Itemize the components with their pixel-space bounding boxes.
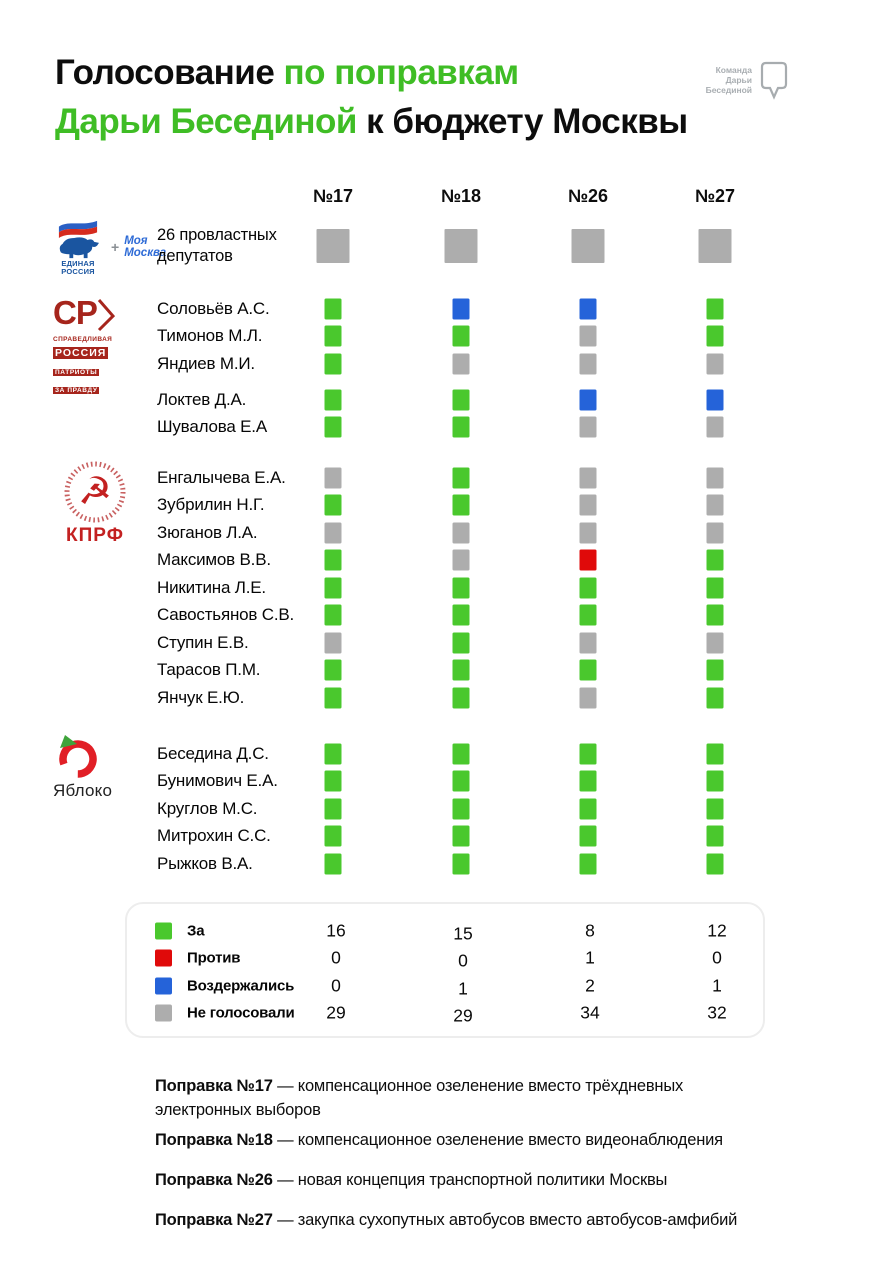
deputy-name: Локтев Д.А. xyxy=(157,389,247,409)
vote-square xyxy=(325,353,342,374)
legend-row-vozderzhalis xyxy=(127,972,763,1000)
vote-square xyxy=(453,389,470,410)
column-header-18: №18 xyxy=(440,186,482,206)
vote-square xyxy=(707,798,724,819)
vote-square xyxy=(453,605,470,626)
vote-square xyxy=(572,229,605,263)
vote-square xyxy=(707,826,724,847)
page-title xyxy=(55,48,688,146)
vote-square xyxy=(707,853,724,874)
legend-label: За xyxy=(187,922,205,940)
table-row xyxy=(0,850,870,878)
table-row xyxy=(0,386,870,414)
vote-square xyxy=(453,550,470,571)
vote-square xyxy=(707,298,724,319)
total-value: 1 xyxy=(585,947,595,968)
legend-label: Не голосовали xyxy=(187,1004,295,1022)
vote-square xyxy=(325,798,342,819)
vote-square xyxy=(707,660,724,681)
team-shield-icon xyxy=(759,60,789,100)
legend-red-icon xyxy=(155,950,172,967)
vote-square xyxy=(325,522,342,543)
footnote-18-text: — компенсационное озеленение вместо видеонаблюдения xyxy=(277,1131,723,1149)
footnote-27-text: — закупка сухопутных автобусов вместо автобусов-амфибий xyxy=(277,1211,738,1229)
vote-square xyxy=(707,467,724,488)
footnote-26-text: — новая концепция транспортной политики Москвы xyxy=(277,1171,668,1189)
vote-square xyxy=(453,495,470,516)
legend-row-ne-golosovali xyxy=(127,1000,763,1028)
team-logo xyxy=(700,60,789,100)
deputy-name: Яндиев М.И. xyxy=(157,353,255,373)
team-line-1: Команда xyxy=(715,65,752,75)
legend-blue-icon xyxy=(155,977,172,994)
plus-sign: + xyxy=(111,239,120,255)
vote-square xyxy=(580,326,597,347)
vote-square xyxy=(580,853,597,874)
deputy-name: Максимов В.В. xyxy=(157,550,271,570)
footnote-27-bold: Поправка №27 xyxy=(155,1211,273,1229)
vote-square xyxy=(325,389,342,410)
vote-square xyxy=(453,353,470,374)
sr-abbr-label: СР xyxy=(53,294,97,331)
kprf-name-label: КПРФ xyxy=(66,525,124,546)
table-row xyxy=(0,464,870,492)
vote-square xyxy=(325,660,342,681)
column-header-17: №17 xyxy=(312,186,354,206)
deputy-name: Рыжков В.А. xyxy=(157,853,253,873)
footnote-26 xyxy=(155,1168,767,1192)
table-row xyxy=(0,519,870,547)
table-row xyxy=(0,657,870,685)
total-value: 0 xyxy=(712,947,722,968)
er-name-2: РОССИЯ xyxy=(61,267,95,276)
sr-line-1: СПРАВЕДЛИВАЯ xyxy=(53,336,113,343)
svg-text:☭: ☭ xyxy=(77,469,113,513)
deputy-name: Беседина Д.С. xyxy=(157,743,269,763)
deputy-name: Митрохин С.С. xyxy=(157,826,271,846)
vote-square xyxy=(453,798,470,819)
total-value: 0 xyxy=(331,975,341,996)
group-yabloko xyxy=(0,740,870,878)
sr-line-3: ПАТРИОТЫ xyxy=(55,369,98,376)
deputy-name: Тимонов М.Л. xyxy=(157,326,263,346)
footnote-26-bold: Поправка №26 xyxy=(155,1171,273,1189)
table-row xyxy=(0,740,870,768)
total-value: 29 xyxy=(326,1002,346,1023)
table-row xyxy=(0,795,870,823)
vote-square xyxy=(453,522,470,543)
vote-square xyxy=(453,632,470,653)
deputy-name: Янчук Е.Ю. xyxy=(157,687,245,707)
vote-square xyxy=(707,389,724,410)
table-row xyxy=(0,629,870,657)
vote-square xyxy=(580,826,597,847)
sr-line-4: ЗА ПРАВДУ xyxy=(55,387,98,394)
vote-square xyxy=(707,353,724,374)
vote-square xyxy=(580,660,597,681)
legend-label: Против xyxy=(187,949,241,967)
table-row xyxy=(0,602,870,630)
footnote-18-bold: Поправка №18 xyxy=(155,1131,273,1149)
vote-square xyxy=(707,417,724,438)
vote-square xyxy=(325,417,342,438)
legend-label: Воздержались xyxy=(187,977,295,995)
deputy-name: Зубрилин Н.Г. xyxy=(157,495,265,515)
vote-square xyxy=(325,605,342,626)
legend-green-icon xyxy=(155,922,172,939)
vote-square xyxy=(453,577,470,598)
total-value: 12 xyxy=(707,920,727,941)
total-value: 16 xyxy=(326,920,346,941)
legend-gray-icon xyxy=(155,1005,172,1022)
vote-square xyxy=(445,229,478,263)
deputy-name: Савостьянов С.В. xyxy=(157,605,295,625)
table-row xyxy=(0,414,870,442)
table-row xyxy=(0,323,870,351)
vote-square xyxy=(453,660,470,681)
footnote-18 xyxy=(155,1128,767,1152)
vote-square xyxy=(453,417,470,438)
vote-square xyxy=(580,743,597,764)
group-sr-b xyxy=(0,386,870,441)
table-row xyxy=(0,492,870,520)
vote-square xyxy=(580,495,597,516)
vote-square xyxy=(580,632,597,653)
vote-square xyxy=(325,771,342,792)
vote-square xyxy=(580,522,597,543)
total-value: 0 xyxy=(331,947,341,968)
deputy-name: Бунимович Е.А. xyxy=(157,771,278,791)
group-sr-a xyxy=(0,295,870,378)
table-row xyxy=(0,295,870,323)
title-green-1: по поправкам xyxy=(283,53,519,92)
deputy-name: Ступин Е.В. xyxy=(157,632,249,652)
total-value: 34 xyxy=(580,1002,600,1023)
title-black-2: к бюджету Москвы xyxy=(366,102,688,141)
vote-square xyxy=(453,298,470,319)
vote-square xyxy=(707,522,724,543)
deputy-name: Шувалова Е.А xyxy=(157,417,267,437)
vote-square xyxy=(453,326,470,347)
team-line-3: Бесединой xyxy=(705,85,752,95)
er-name-1: ЕДИНАЯ xyxy=(61,259,95,268)
total-value: 0 xyxy=(458,950,468,971)
totals-panel xyxy=(125,902,765,1038)
vote-square xyxy=(325,495,342,516)
total-value: 1 xyxy=(458,978,468,999)
table-row xyxy=(0,684,870,712)
vote-square xyxy=(707,687,724,708)
legend-row-protiv xyxy=(127,945,763,973)
vote-square xyxy=(580,577,597,598)
deputy-name: Никитина Л.Е. xyxy=(157,577,266,597)
total-value: 1 xyxy=(712,975,722,996)
table-row-er xyxy=(0,218,870,274)
total-value: 32 xyxy=(707,1002,727,1023)
vote-square xyxy=(325,826,342,847)
deputy-name: Круглов М.С. xyxy=(157,798,258,818)
vote-square xyxy=(707,326,724,347)
vote-square xyxy=(325,467,342,488)
vote-square xyxy=(453,743,470,764)
deputy-name: Тарасов П.М. xyxy=(157,660,261,680)
table-row xyxy=(0,574,870,602)
vote-square xyxy=(453,853,470,874)
er-row-label: 26 провластных депутатов xyxy=(157,226,277,265)
title-green-2: Дарьи Бесединой xyxy=(55,102,357,141)
mm-line-2: Москва xyxy=(124,247,167,259)
vote-square xyxy=(707,495,724,516)
vote-square xyxy=(453,826,470,847)
vote-square xyxy=(325,632,342,653)
vote-square xyxy=(580,467,597,488)
footnote-17 xyxy=(155,1074,767,1122)
vote-square xyxy=(580,550,597,571)
vote-square xyxy=(580,353,597,374)
vote-square xyxy=(580,417,597,438)
column-header-27: №27 xyxy=(694,186,736,206)
vote-square xyxy=(325,550,342,571)
vote-square xyxy=(325,298,342,319)
vote-square xyxy=(707,743,724,764)
total-value: 29 xyxy=(453,1005,473,1026)
vote-square xyxy=(317,229,350,263)
vote-square xyxy=(453,687,470,708)
vote-square xyxy=(325,326,342,347)
footnote-27 xyxy=(155,1208,767,1232)
column-header-26: №26 xyxy=(567,186,609,206)
deputy-name: Соловьёв А.С. xyxy=(157,298,270,318)
total-value: 2 xyxy=(585,975,595,996)
amendment-footnotes xyxy=(155,1074,767,1232)
team-logo-text xyxy=(700,65,752,95)
table-row xyxy=(0,350,870,378)
deputy-name: Зюганов Л.А. xyxy=(157,522,258,542)
vote-square xyxy=(580,389,597,410)
vote-square xyxy=(580,298,597,319)
vote-square xyxy=(325,853,342,874)
vote-square xyxy=(325,577,342,598)
vote-square xyxy=(580,687,597,708)
vote-square xyxy=(453,467,470,488)
title-black-1: Голосование xyxy=(55,53,275,92)
sr-line-2: РОССИЯ xyxy=(55,347,107,359)
vote-square xyxy=(325,743,342,764)
table-row xyxy=(0,547,870,575)
vote-square xyxy=(707,605,724,626)
vote-square xyxy=(580,605,597,626)
vote-square xyxy=(580,798,597,819)
vote-square xyxy=(707,771,724,792)
team-line-2: Дарьи xyxy=(725,75,752,85)
mm-line-1: Моя xyxy=(124,235,148,247)
vote-square xyxy=(699,229,732,263)
vote-square xyxy=(707,632,724,653)
table-row xyxy=(0,823,870,851)
yabloko-name-label: Яблоко xyxy=(53,781,113,800)
footnote-17-bold: Поправка №17 xyxy=(155,1077,273,1095)
vote-square xyxy=(580,771,597,792)
vote-square xyxy=(453,771,470,792)
vote-square xyxy=(707,550,724,571)
vote-square xyxy=(325,687,342,708)
table-row xyxy=(0,768,870,796)
vote-square xyxy=(707,577,724,598)
total-value: 15 xyxy=(453,923,473,944)
footnote-17-text: — компенсационное озеленение вместо трёхдневных электронных выборов xyxy=(155,1077,684,1119)
legend-row-za xyxy=(127,917,763,945)
group-kprf xyxy=(0,464,870,712)
deputy-name: Енгалычева Е.А. xyxy=(157,467,286,487)
total-value: 8 xyxy=(585,920,595,941)
